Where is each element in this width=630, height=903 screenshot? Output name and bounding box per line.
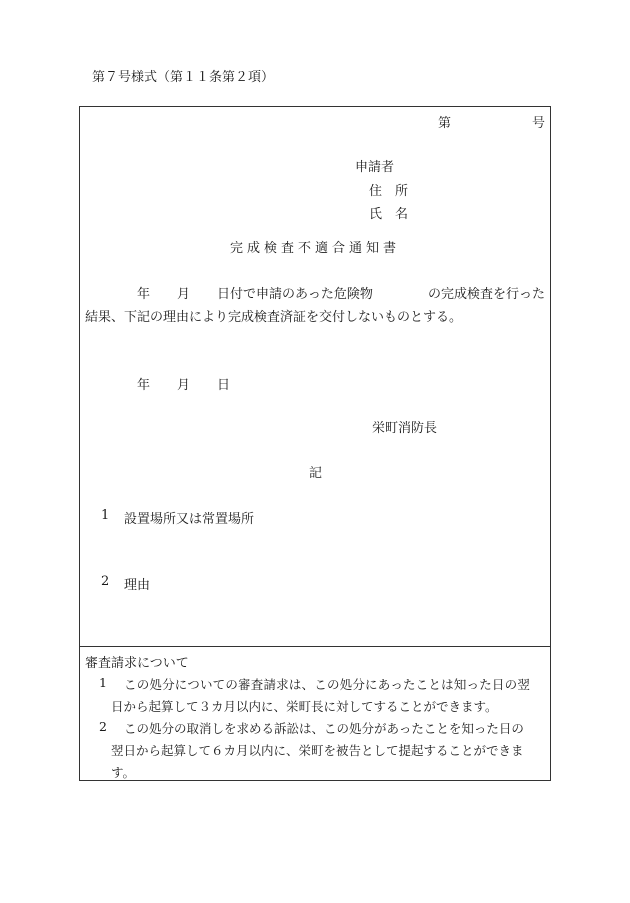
notes-item2-line2: 翌日から起算して６カ月以内に、栄町を被告として提起することができま (111, 743, 524, 758)
notes-item-number: 1 (99, 675, 107, 690)
notes-item2-line3: す。 (111, 765, 136, 780)
number-suffix: 号 (532, 116, 546, 131)
document-title: 完成検査不適合通知書 (230, 241, 401, 256)
item-number: 2 (101, 574, 110, 589)
notes-item2-line1: この処分の取消しを求める訴訟は、この処分があったことを知った日の (124, 721, 524, 736)
ki-heading: 記 (309, 466, 323, 481)
notes-item1-line1: この処分についての審査請求は、この処分にあったことは知った日の翌 (124, 677, 531, 692)
item-number: 1 (101, 508, 110, 523)
address-label: 住 所 (369, 184, 409, 199)
body-line1-tail: の完成検査を行った (428, 287, 546, 302)
name-label: 氏 名 (369, 207, 409, 222)
body-year: 年 (137, 287, 151, 302)
date-month: 月 (177, 378, 191, 393)
date-year: 年 (137, 378, 151, 393)
notes-item1-line2: 日から起算して３カ月以内に、栄町長に対してすることができます。 (111, 699, 498, 714)
notes-heading: 審査請求について (85, 656, 189, 671)
body-month: 月 (177, 287, 191, 302)
date-day: 日 (217, 378, 231, 393)
body-line2: 結果、下記の理由により完成検査済証を交付しないものとする。 (85, 310, 463, 325)
applicant-label: 申請者 (355, 160, 395, 175)
notes-item-number: 2 (99, 719, 107, 734)
item-label-location: 設置場所又は常置場所 (124, 512, 255, 527)
body-line1-text: 日付で申請のあった危険物 (217, 287, 373, 302)
form-number-label: 第７号様式（第１１条第２項） (92, 70, 275, 85)
notes-divider (79, 646, 551, 647)
item-label-reason: 理由 (124, 578, 151, 593)
number-prefix: 第 (438, 116, 452, 131)
issuer-name: 栄町消防長 (372, 421, 438, 436)
